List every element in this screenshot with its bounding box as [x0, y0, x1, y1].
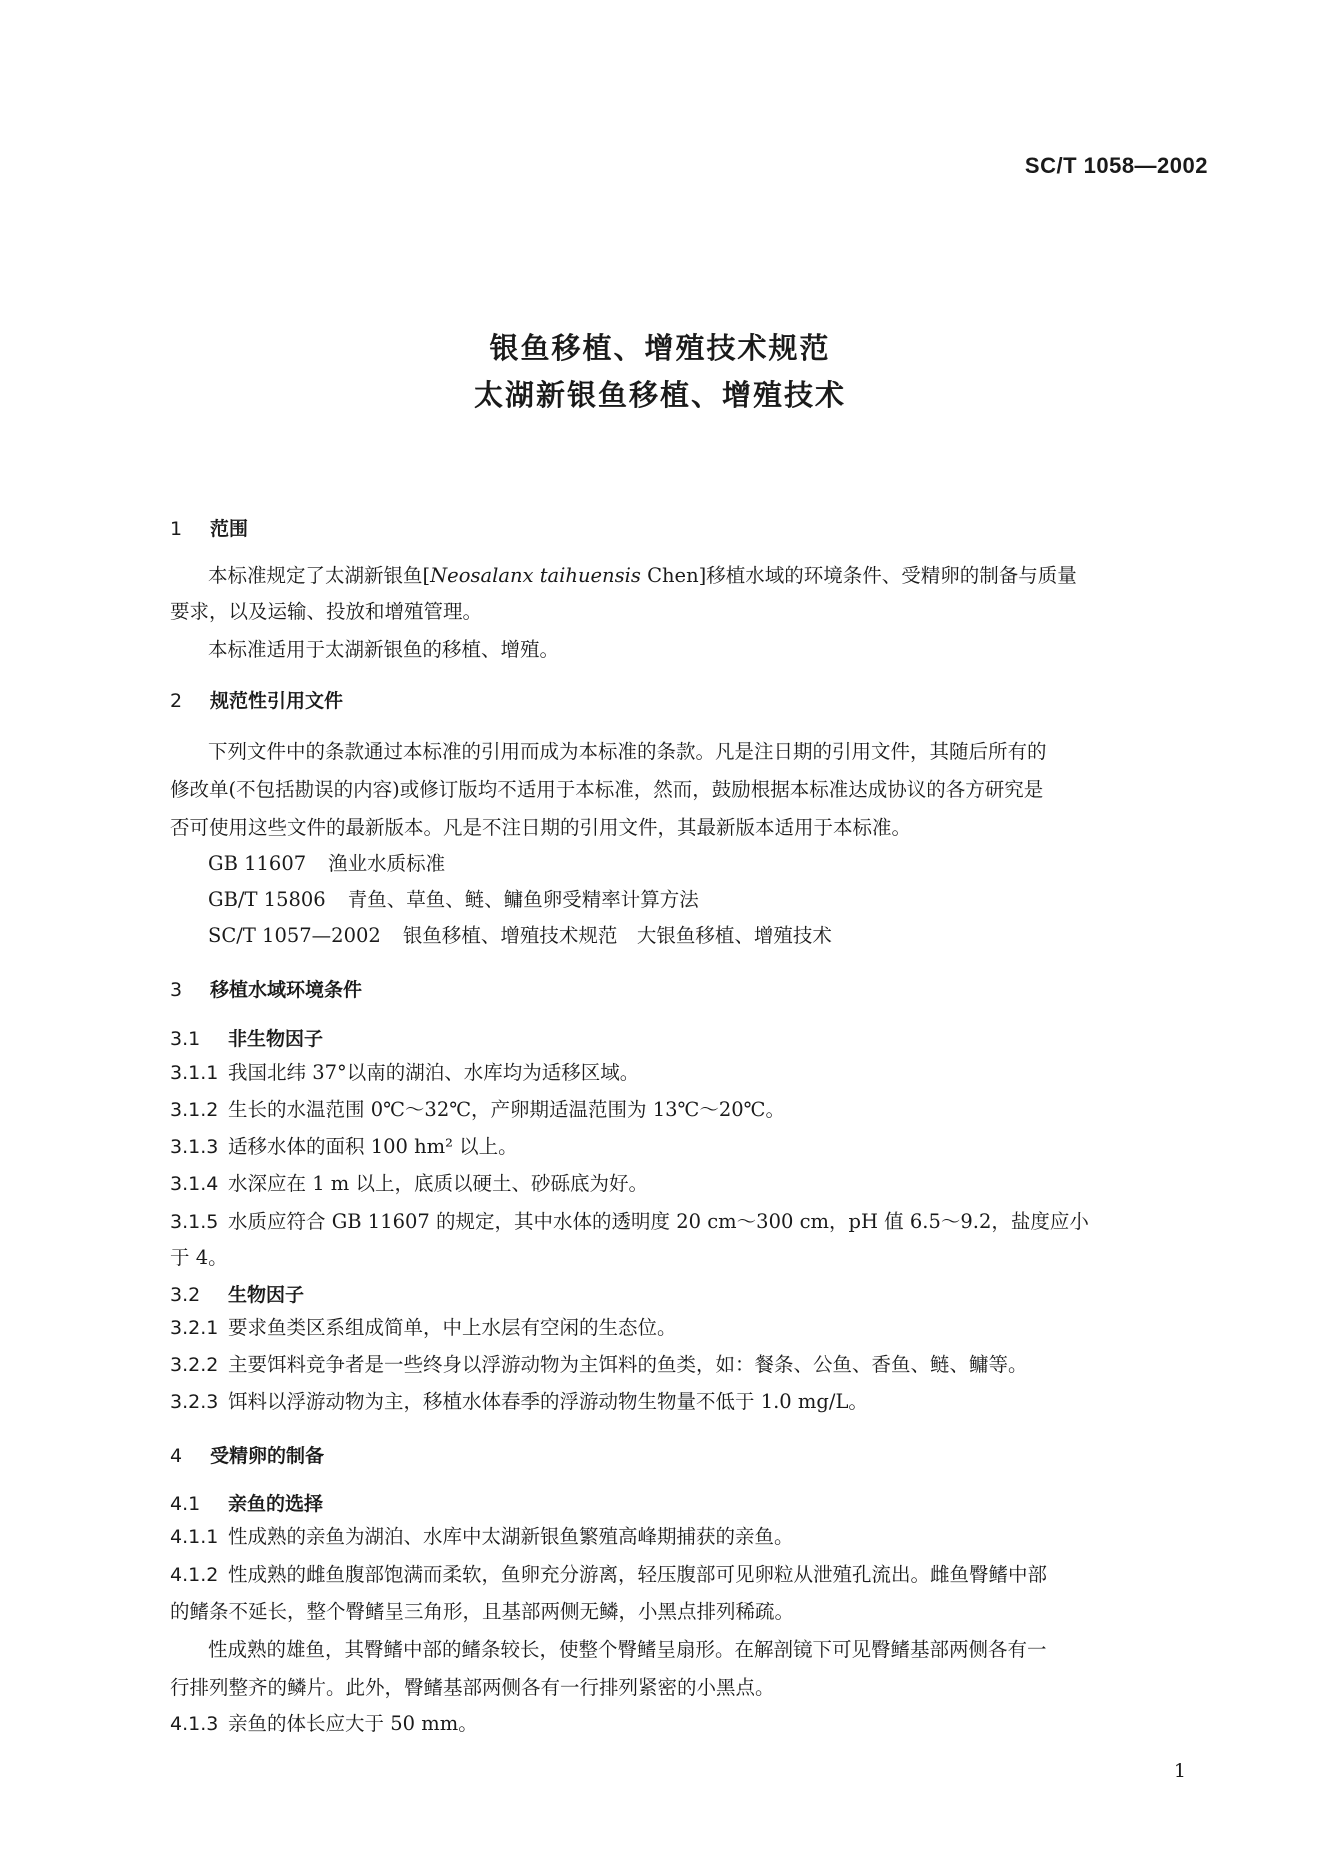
subsection-heading-broodstock: [170, 1489, 323, 1516]
clause-3-1-4: [170, 1166, 1210, 1202]
reference-code: GB 11607: [208, 852, 307, 875]
subsection-heading-abiotic: [170, 1024, 323, 1051]
section-number: 2: [170, 690, 183, 712]
clause-number: 4.1.2: [170, 1564, 219, 1586]
clause-3-2-3: [170, 1384, 1210, 1420]
section-heading-environment: [170, 975, 362, 1002]
clause-text: 主要饵料竞争者是一些终身以浮游动物为主饵料的鱼类，如：餐条、公鱼、香鱼、鲢、鳙等。: [228, 1353, 1028, 1376]
subsection-title: 亲鱼的选择: [228, 1493, 324, 1515]
subsection-title: 生物因子: [228, 1284, 305, 1306]
clause-3-2-2: [170, 1347, 1210, 1383]
subsection-number: 3.2: [170, 1284, 201, 1306]
clause-text: 饵料以浮游动物为主，移植水体春季的浮游动物生物量不低于 1.0 mg/L。: [228, 1390, 868, 1413]
clause-4-1-2: [170, 1557, 1210, 1593]
clause-number: 4.1.3: [170, 1713, 219, 1735]
clause-number: 3.2.3: [170, 1391, 219, 1413]
clause-number: 4.1.1: [170, 1526, 219, 1548]
section-number: 1: [170, 518, 183, 540]
clause-3-2-1: [170, 1310, 1210, 1346]
reference-code: SC/T 1057—2002: [208, 924, 381, 947]
clause-text: 适移水体的面积 100 hm² 以上。: [228, 1135, 518, 1158]
clause-text: 我国北纬 37°以南的湖泊、水库均为适移区域。: [228, 1061, 640, 1084]
section-title: 范围: [210, 518, 249, 540]
clause-number: 3.2.2: [170, 1354, 219, 1376]
document-title-line2: 太湖新银鱼移植、增殖技术: [473, 378, 846, 412]
section-number: 4: [170, 1445, 183, 1467]
clause-text: 性成熟的亲鱼为湖泊、水库中太湖新银鱼繁殖高峰期捕获的亲鱼。: [228, 1525, 794, 1548]
clause-3-1-3: [170, 1129, 1210, 1165]
clause-number: 3.1.4: [170, 1173, 219, 1195]
section-heading-scope: [170, 514, 248, 541]
clause-text: 亲鱼的体长应大于 50 mm。: [228, 1712, 478, 1735]
male-description-line1: 性成熟的雄鱼，其臀鳍中部的鳍条较长，使整个臀鳍呈扇形。在解剖镜下可见臀鳍基部两侧各有一: [208, 1638, 1047, 1661]
clause-text: 生长的水温范围 0℃～32℃，产卵期适温范围为 13℃～20℃。: [228, 1098, 785, 1121]
text-run: 本标准规定了太湖新银鱼[: [208, 564, 431, 587]
subsection-number: 3.1: [170, 1028, 201, 1050]
reference-item: [208, 846, 1248, 882]
clause-number: 3.2.1: [170, 1317, 219, 1339]
subsection-heading-biotic: [170, 1280, 304, 1307]
section-heading-fertilized-eggs: [170, 1441, 324, 1468]
clause-3-1-5: [170, 1204, 1210, 1240]
scope-paragraph-2: 本标准适用于太湖新银鱼的移植、增殖。: [208, 638, 560, 661]
clause-3-1-5-continued: 于 4。: [170, 1246, 228, 1269]
clause-number: 3.1.1: [170, 1062, 219, 1084]
section-number: 3: [170, 979, 183, 1001]
reference-title: 银鱼移植、增殖技术规范 大银鱼移植、增殖技术: [402, 924, 832, 947]
section-title: 移植水域环境条件: [210, 979, 363, 1001]
section-title: 规范性引用文件: [210, 690, 344, 712]
clause-4-1-3: [170, 1706, 1210, 1742]
reference-code: GB/T 15806: [208, 888, 326, 911]
clause-number: 3.1.3: [170, 1136, 219, 1158]
reference-item: [208, 918, 1248, 954]
scope-paragraph-line2: 要求，以及运输、投放和增殖管理。: [170, 600, 483, 623]
document-title-line1: 银鱼移植、增殖技术规范: [489, 331, 831, 365]
standard-code: SC/T 1058—2002: [1024, 153, 1208, 178]
clause-text: 水深应在 1 m 以上，底质以硬土、砂砾底为好。: [228, 1172, 648, 1195]
reference-item: [208, 882, 1248, 918]
clause-text: 性成熟的雌鱼腹部饱满而柔软，鱼卵充分游离，轻压腹部可见卵粒从泄殖孔流出。雌鱼臀鳍中部: [228, 1563, 1048, 1586]
scope-paragraph-line1: [208, 558, 1248, 594]
clause-text: 水质应符合 GB 11607 的规定，其中水体的透明度 20 cm～300 cm，pH 值 6.5～9.2，盐度应小: [228, 1210, 1089, 1233]
subsection-number: 4.1: [170, 1493, 201, 1515]
subsection-title: 非生物因子: [228, 1028, 324, 1050]
references-paragraph-line3: 否可使用这些文件的最新版本。凡是不注日期的引用文件，其最新版本适用于本标准。: [170, 816, 912, 839]
male-description-line2: 行排列整齐的鳞片。此外，臀鳍基部两侧各有一行排列紧密的小黑点。: [170, 1676, 775, 1699]
clause-text: 要求鱼类区系组成简单，中上水层有空闲的生态位。: [228, 1316, 677, 1339]
clause-4-1-2-continued: 的鳍条不延长，整个臀鳍呈三角形，且基部两侧无鳞，小黑点排列稀疏。: [170, 1600, 795, 1623]
scientific-name: Neosalanx taihuensis: [430, 564, 641, 587]
section-title: 受精卵的制备: [210, 1445, 325, 1467]
reference-title: 青鱼、草鱼、鲢、鳙鱼卵受精率计算方法: [347, 888, 699, 911]
text-run: Chen]移植水域的环境条件、受精卵的制备与质量: [640, 564, 1077, 587]
references-paragraph-line2: 修改单(不包括勘误的内容)或修订版均不适用于本标准，然而，鼓励根据本标准达成协议的各方研究是: [170, 778, 1044, 801]
reference-title: 渔业水质标准: [328, 852, 446, 875]
clause-3-1-1: [170, 1055, 1210, 1091]
page-number: 1: [1173, 1760, 1186, 1782]
section-heading-normative-references: [170, 686, 343, 713]
clause-number: 3.1.5: [170, 1211, 219, 1233]
clause-3-1-2: [170, 1092, 1210, 1128]
references-paragraph-line1: 下列文件中的条款通过本标准的引用而成为本标准的条款。凡是注日期的引用文件，其随后所有的: [208, 740, 1047, 763]
clause-number: 3.1.2: [170, 1099, 219, 1121]
clause-4-1-1: [170, 1519, 1210, 1555]
